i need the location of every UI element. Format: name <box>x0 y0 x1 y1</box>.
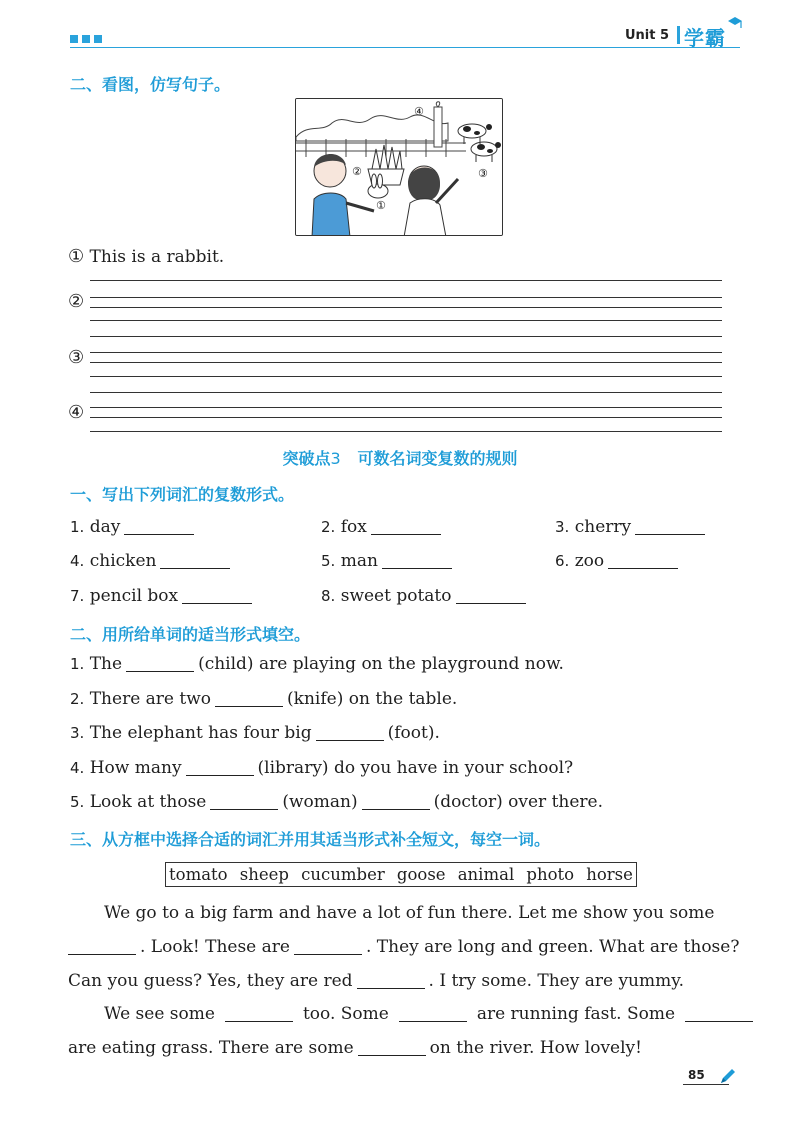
fill-sentence-5: 5. Look at those (woman) (doctor) over there. <box>70 792 604 812</box>
plural-answer-3[interactable] <box>635 520 705 535</box>
focus-point-title: 突破点3 可数名词变复数的规则 <box>282 449 518 468</box>
plural-item: 5. man <box>321 551 456 571</box>
ruled-line <box>90 407 722 408</box>
writing-line-2-marker: ② <box>68 291 85 312</box>
plural-answer-7[interactable] <box>182 589 252 604</box>
answer-line-2[interactable] <box>90 307 722 308</box>
header-rule <box>70 47 740 48</box>
brand-logo: 学霸 <box>684 26 726 50</box>
plural-answer-1[interactable] <box>124 520 194 535</box>
section-title-fill: 二、用所给单词的适当形式填空。 <box>70 625 311 644</box>
ruled-line <box>90 392 722 393</box>
section-title-plural: 一、写出下列词汇的复数形式。 <box>70 485 295 504</box>
passage-paragraph-2: We see some too. Some are running fast. Some are eating grass. There are some on the river. How lovely! <box>68 997 740 1065</box>
passage-blank-1[interactable] <box>68 940 136 955</box>
word-bank-item: sheep <box>239 865 289 884</box>
word-bank-item: horse <box>586 865 633 884</box>
word-bank-item: tomato <box>169 865 228 884</box>
picture-mark-3: ③ <box>478 167 488 180</box>
passage-blank-2[interactable] <box>294 940 362 955</box>
pencil-icon <box>718 1066 738 1086</box>
passage-blank-7[interactable] <box>358 1041 426 1056</box>
fill-answer-3[interactable] <box>316 726 384 741</box>
picture-mark-4: ④ <box>414 105 424 118</box>
passage-paragraph-1: We go to a big farm and have a lot of fun there. Let me show you some . Look! These are . They are long and green. What are those? Can you guess? Yes, they are red . I try some. They are yummy. <box>68 903 740 991</box>
unit-label: Unit 5 <box>625 28 670 43</box>
ruled-line <box>90 352 722 353</box>
ruled-line <box>90 297 722 298</box>
answer-line-4[interactable] <box>90 417 722 418</box>
plural-item: 3. cherry <box>555 517 709 537</box>
answer-line-3[interactable] <box>90 362 722 363</box>
brand-divider <box>677 26 680 44</box>
plural-item: 4. chicken <box>70 551 234 571</box>
plural-item: 7. pencil box <box>70 586 256 606</box>
writing-line-3-marker: ③ <box>68 347 85 368</box>
word-bank-item: goose <box>396 865 446 884</box>
ruled-line <box>90 431 722 432</box>
fill-answer-4[interactable] <box>186 761 254 776</box>
plural-item: 2. fox <box>321 517 445 537</box>
fill-sentence-2: 2. There are two (knife) on the table. <box>70 689 458 709</box>
passage-blank-3[interactable] <box>357 974 425 989</box>
plural-item: 8. sweet potato <box>321 586 530 606</box>
ruled-line <box>90 336 722 337</box>
fill-answer-1[interactable] <box>126 657 194 672</box>
passage-blank-6[interactable] <box>685 1007 753 1022</box>
plural-item: 6. zoo <box>555 551 682 571</box>
page-number: 85 <box>688 1068 705 1082</box>
word-bank <box>165 862 637 887</box>
ruled-line <box>90 320 722 321</box>
passage-blank-4[interactable] <box>225 1007 293 1022</box>
fill-sentence-1: 1. The (child) are playing on the playground now. <box>70 654 564 674</box>
section-title-picture: 二、看图，仿写句子。 <box>70 75 231 94</box>
word-bank-item: cucumber <box>301 865 385 884</box>
ruled-line <box>90 376 722 377</box>
plural-item: 1. day <box>70 517 198 537</box>
header-decoration <box>70 35 102 43</box>
fill-sentence-4: 4. How many (library) do you have in your school? <box>70 758 574 778</box>
writing-line-1: ① This is a rabbit. <box>68 246 225 267</box>
farm-scene-illustration <box>296 99 503 236</box>
fill-answer-5b[interactable] <box>362 795 430 810</box>
plural-answer-4[interactable] <box>160 554 230 569</box>
word-bank-item: animal <box>457 865 515 884</box>
word-bank-item: photo <box>526 865 575 884</box>
passage-blank-5[interactable] <box>399 1007 467 1022</box>
picture-mark-1: ① <box>376 199 386 212</box>
fill-answer-2[interactable] <box>215 692 283 707</box>
plural-answer-6[interactable] <box>608 554 678 569</box>
writing-line-4-marker: ④ <box>68 402 85 423</box>
plural-answer-5[interactable] <box>382 554 452 569</box>
fill-answer-5a[interactable] <box>210 795 278 810</box>
ruled-line <box>90 280 722 281</box>
plural-answer-2[interactable] <box>371 520 441 535</box>
example-sentence: This is a rabbit. <box>89 247 225 267</box>
illustration <box>295 98 503 236</box>
section-title-passage: 三、从方框中选择合适的词汇并用其适当形式补全短文，每空一词。 <box>70 830 551 849</box>
plural-answer-8[interactable] <box>456 589 526 604</box>
graduation-cap-icon <box>727 16 743 30</box>
picture-mark-2: ② <box>352 165 362 178</box>
fill-sentence-3: 3. The elephant has four big (foot). <box>70 723 440 743</box>
